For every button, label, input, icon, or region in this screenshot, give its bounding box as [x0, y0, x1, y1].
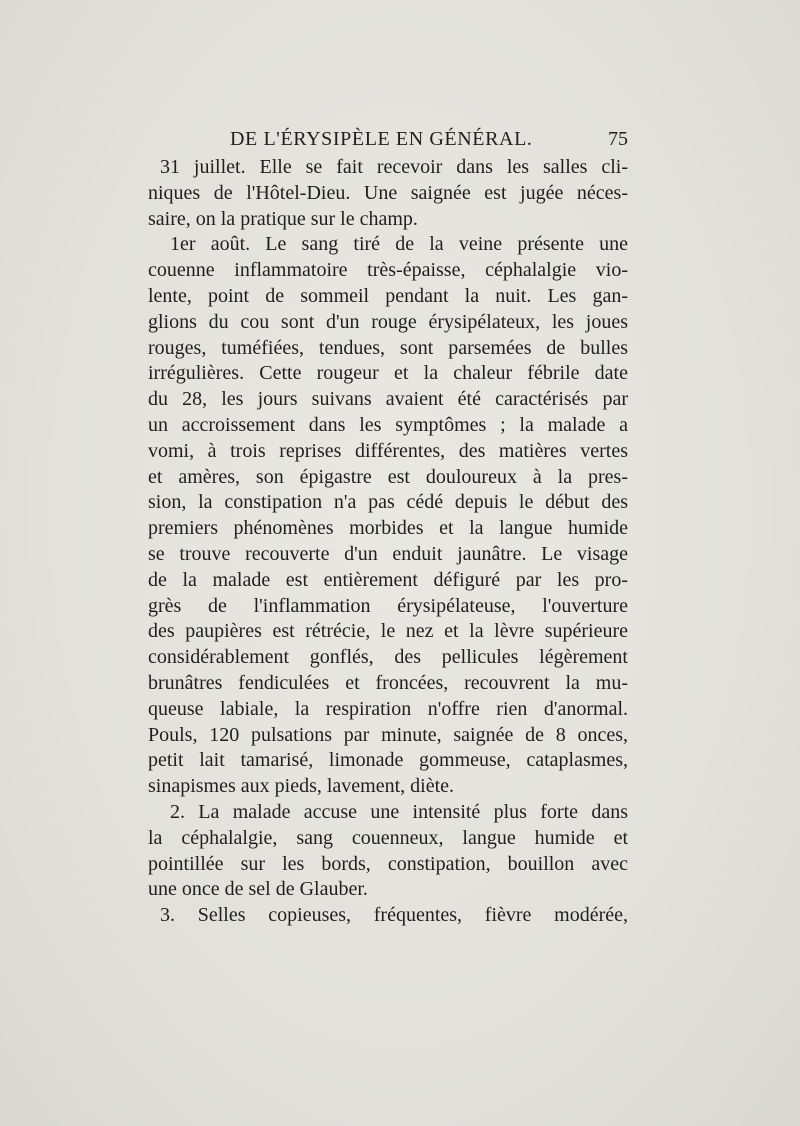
text-line: saire, on la pratique sur le champ.: [148, 207, 418, 230]
text-line: 1er août. Le sang tiré de la veine présente une: [170, 233, 628, 256]
text-line: et amères, son épigastre est douloureux à la pres-: [148, 465, 628, 488]
text-line: sinapismes aux pieds, lavement, diète.: [148, 775, 455, 798]
text-line: petit lait tamarisé, limonade gommeuse, cataplasmes,: [148, 749, 628, 772]
page-number: 75: [608, 128, 628, 150]
text-line: 2. La malade accuse une intensité plus forte dans: [170, 800, 628, 823]
text-line: niques de l'Hôtel-Dieu. Une saignée est jugée néces-: [148, 181, 628, 204]
text-line: glions du cou sont d'un rouge érysipélateux, les joues: [148, 310, 628, 333]
text-line: 31 juillet. Elle se fait recevoir dans les salles cli-: [160, 156, 628, 178]
text-line: de la malade est entièrement défiguré par les pro-: [148, 568, 628, 591]
text-line: brunâtres fendiculées et froncées, recouvrent la mu-: [148, 671, 628, 694]
text-line: couenne inflammatoire très-épaisse, céphalalgie vio-: [148, 259, 628, 282]
text-line: Pouls, 120 pulsations par minute, saignée de 8 onces,: [148, 723, 628, 746]
text-line: sion, la constipation n'a pas cédé depuis le début des: [148, 491, 628, 514]
text-line: premiers phénomènes morbides et la langue humide: [148, 517, 628, 540]
text-line: queuse labiale, la respiration n'offre rien d'anormal.: [148, 697, 628, 720]
text-line: irrégulières. Cette rougeur et la chaleur fébrile date: [148, 362, 628, 385]
body-text: [148, 155, 628, 929]
text-line: vomi, à trois reprises différentes, des matières vertes: [148, 439, 628, 462]
text-line: la céphalalgie, sang couenneux, langue humide et: [148, 826, 628, 849]
text-line: du 28, les jours suivans avaient été caractérisés par: [148, 388, 628, 411]
text-line: grès de l'inflammation érysipélateuse, l'ouverture: [148, 594, 628, 617]
text-line: lente, point de sommeil pendant la nuit. Les gan-: [148, 284, 628, 307]
text-line: un accroissement dans les symptômes ; la malade a: [148, 413, 628, 436]
text-line: des paupières est rétrécie, le nez et la lèvre supérieure: [148, 620, 628, 643]
running-title: DE L'ÉRYSIPÈLE EN GÉNÉRAL.: [230, 128, 533, 150]
text-line: rouges, tuméfiées, tendues, sont parsemées de bulles: [148, 336, 628, 359]
text-line: considérablement gonflés, des pellicules légèrement: [148, 646, 628, 669]
text-line: 3. Selles copieuses, fréquentes, fièvre modérée,: [160, 904, 628, 927]
text-line: une once de sel de Glauber.: [148, 878, 368, 901]
page-header: [148, 128, 628, 158]
text-line: pointillée sur les bords, constipation, bouillon avec: [148, 852, 628, 875]
text-line: se trouve recouverte d'un enduit jaunâtre. Le visage: [148, 542, 628, 565]
